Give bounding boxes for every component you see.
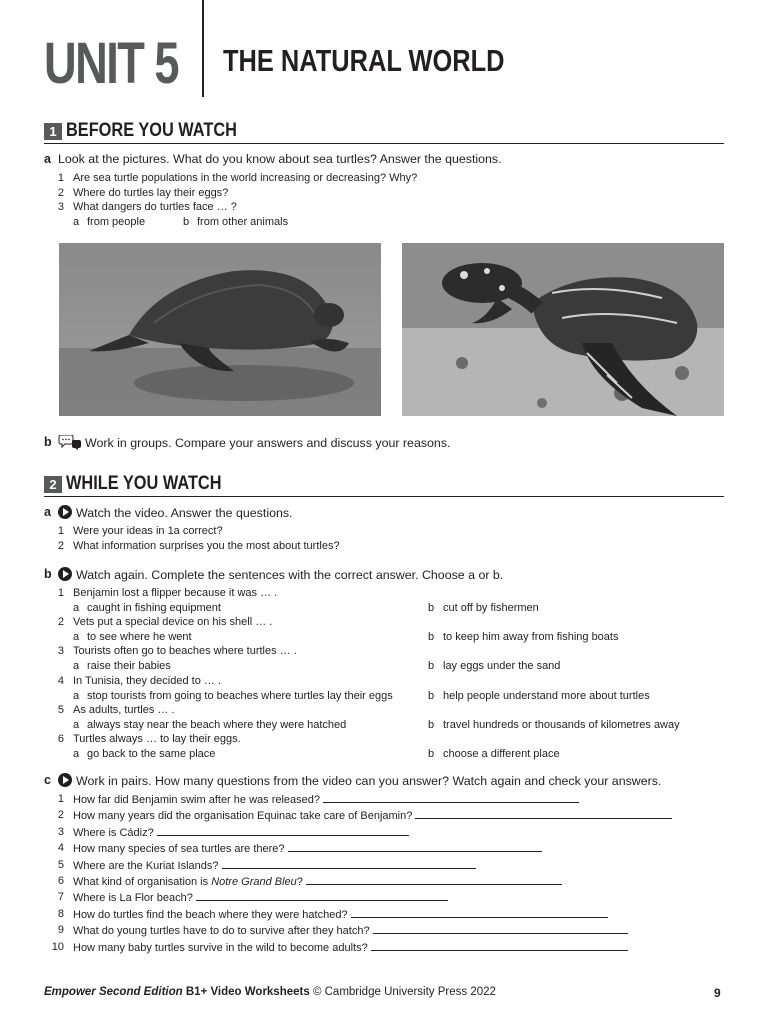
section-while-you-watch-heading: [44, 472, 724, 497]
exercise-instruction-row: [58, 773, 661, 789]
option-b-text: lay eggs under the sand: [443, 660, 561, 672]
option-a-label: a: [73, 719, 80, 731]
option-b-text: cut off by fishermen: [443, 602, 539, 614]
option-a-label: a: [73, 602, 80, 614]
exercise-letter: b: [44, 567, 52, 581]
question-row: [73, 890, 448, 905]
question-number: 1: [57, 793, 64, 805]
question-row: [73, 858, 476, 873]
option-b-text: to keep him away from fishing boats: [443, 631, 619, 643]
item-number: 6: [57, 733, 64, 745]
question-text-end: ?: [296, 876, 303, 888]
video-play-icon: [58, 505, 72, 519]
option-a-label: a: [73, 660, 80, 672]
exercise-instruction: Work in pairs. How many questions from the video can you answer? Watch again and check your answers.: [76, 774, 662, 788]
video-play-icon: [58, 773, 72, 787]
option-text: from people: [87, 216, 146, 228]
speech-bubbles-icon: [58, 435, 82, 451]
question-row: [73, 792, 579, 807]
question-row: [73, 874, 562, 889]
exercise-letter: b: [44, 435, 52, 449]
question-number: 8: [57, 908, 64, 920]
question-text: Where are the Kuriat Islands?: [73, 860, 219, 872]
item-stem: In Tunisia, they decided to … .: [73, 675, 221, 687]
option-a-label: a: [73, 631, 80, 643]
item-number: 4: [57, 675, 64, 687]
question-text: Are sea turtle populations in the world increasing or decreasing? Why?: [73, 172, 418, 184]
item-stem: Turtles always … to lay their eggs.: [73, 733, 241, 745]
item-stem: Tourists often go to beaches where turtles … .: [73, 645, 297, 657]
footer-level: B1+ Video Worksheets: [185, 986, 310, 998]
section-number: 2: [44, 476, 62, 493]
turtle-on-beach-photo: [59, 243, 381, 416]
option-a-text: to see where he went: [87, 631, 192, 643]
question-number: 3: [57, 826, 64, 838]
option-b-label: b: [428, 631, 435, 643]
option-b-label: b: [428, 660, 435, 672]
question-number: 3: [57, 201, 64, 213]
option-label: a: [73, 216, 80, 228]
question-row: [73, 825, 409, 840]
question-text: How do turtles find the beach where they were hatched?: [73, 909, 348, 921]
exercise-letter: c: [44, 773, 51, 787]
exercise-instruction-row: [58, 567, 503, 583]
option-a-text: stop tourists from going to beaches where turtles lay their eggs: [87, 690, 393, 702]
question-number: 2: [57, 809, 64, 821]
option-a-text: raise their babies: [87, 660, 171, 672]
option-b-label: b: [428, 690, 435, 702]
question-number: 6: [57, 875, 64, 887]
question-text: How far did Benjamin swim after he was released?: [73, 794, 321, 806]
video-play-icon: [58, 567, 72, 581]
option-a-text: always stay near the beach where they were hatched: [87, 719, 347, 731]
item-stem: As adults, turtles … .: [73, 704, 175, 716]
question-number: 2: [57, 540, 64, 552]
unit-number: UNIT 5: [44, 31, 178, 96]
exercise-instruction: Watch again. Complete the sentences with the correct answer. Choose a or b.: [76, 568, 504, 582]
option-b-text: travel hundreds or thousands of kilometres away: [443, 719, 680, 731]
option-b-label: b: [428, 602, 435, 614]
question-row: [73, 923, 628, 938]
option-a-text: go back to the same place: [87, 748, 216, 760]
question-text: What do young turtles have to do to survive after they hatch?: [73, 925, 370, 937]
answer-line[interactable]: [196, 890, 448, 901]
question-row: [73, 841, 542, 856]
exercise-instruction: Look at the pictures. What do you know about sea turtles? Answer the questions.: [58, 152, 502, 166]
question-number: 2: [57, 187, 64, 199]
answer-line[interactable]: [222, 858, 476, 869]
question-text: Where is Cádiz?: [73, 827, 154, 839]
question-number: 4: [57, 842, 64, 854]
option-b-label: b: [428, 748, 435, 760]
option-a-label: a: [73, 748, 80, 760]
answer-line[interactable]: [415, 808, 672, 819]
item-number: 5: [57, 704, 64, 716]
question-text: How many species of sea turtles are there?: [73, 843, 285, 855]
answer-line[interactable]: [351, 907, 608, 918]
question-row: [73, 907, 608, 922]
item-number: 2: [57, 616, 64, 628]
item-number: 1: [57, 587, 64, 599]
question-emphasis: Notre Grand Bleu: [211, 876, 297, 888]
question-row: [73, 940, 628, 955]
item-stem: Benjamin lost a flipper because it was … .: [73, 587, 278, 599]
answer-line[interactable]: [371, 940, 628, 951]
answer-line[interactable]: [373, 923, 628, 934]
question-number: 1: [57, 525, 64, 537]
question-number: 5: [57, 859, 64, 871]
question-text: What kind of organisation is: [73, 876, 212, 888]
option-text: from other animals: [197, 216, 289, 228]
question-row: [73, 808, 672, 823]
question-text: What information surprises you the most about turtles?: [73, 540, 340, 552]
section-title: WHILE YOU WATCH: [66, 473, 222, 494]
question-text: Where do turtles lay their eggs?: [73, 187, 229, 199]
item-number: 3: [57, 645, 64, 657]
header-divider: [202, 0, 204, 97]
option-b-text: help people understand more about turtles: [443, 690, 650, 702]
answer-line[interactable]: [288, 841, 542, 852]
exercise-instruction: Work in groups. Compare your answers and discuss your reasons.: [85, 436, 451, 450]
question-text: How many years did the organisation Equinac take care of Benjamin?: [73, 810, 413, 822]
question-number: 7: [57, 891, 64, 903]
question-number: 10: [51, 941, 64, 953]
exercise-letter: a: [44, 152, 51, 166]
question-number: 1: [57, 172, 64, 184]
option-label: b: [183, 216, 190, 228]
question-text: Where is La Flor beach?: [73, 892, 193, 904]
question-number: 9: [57, 924, 64, 936]
option-a-label: a: [73, 690, 80, 702]
answer-line[interactable]: [323, 792, 579, 803]
section-title: BEFORE YOU WATCH: [66, 120, 237, 141]
footer-credit: [44, 986, 496, 998]
question-text: How many baby turtles survive in the wild to become adults?: [73, 942, 368, 954]
footer-series: Empower Second Edition: [44, 986, 183, 998]
question-text: What dangers do turtles face … ?: [73, 201, 237, 213]
exercise-instruction-row: [58, 505, 293, 521]
answer-line[interactable]: [306, 874, 562, 885]
option-b-text: choose a different place: [443, 748, 560, 760]
footer-copyright: © Cambridge University Press 2022: [312, 986, 496, 998]
turtle-underwater-photo: [402, 243, 724, 416]
exercise-letter: a: [44, 505, 51, 519]
answer-line[interactable]: [157, 825, 409, 836]
option-b-label: b: [428, 719, 435, 731]
question-text: Were your ideas in 1a correct?: [73, 525, 223, 537]
unit-title: THE NATURAL WORLD: [223, 43, 505, 78]
section-before-you-watch-heading: [44, 119, 724, 144]
page-number: 9: [714, 986, 721, 1000]
item-stem: Vets put a special device on his shell … .: [73, 616, 273, 628]
option-a-text: caught in fishing equipment: [87, 602, 221, 614]
exercise-instruction: Watch the video. Answer the questions.: [76, 506, 293, 520]
section-number: 1: [44, 123, 62, 140]
